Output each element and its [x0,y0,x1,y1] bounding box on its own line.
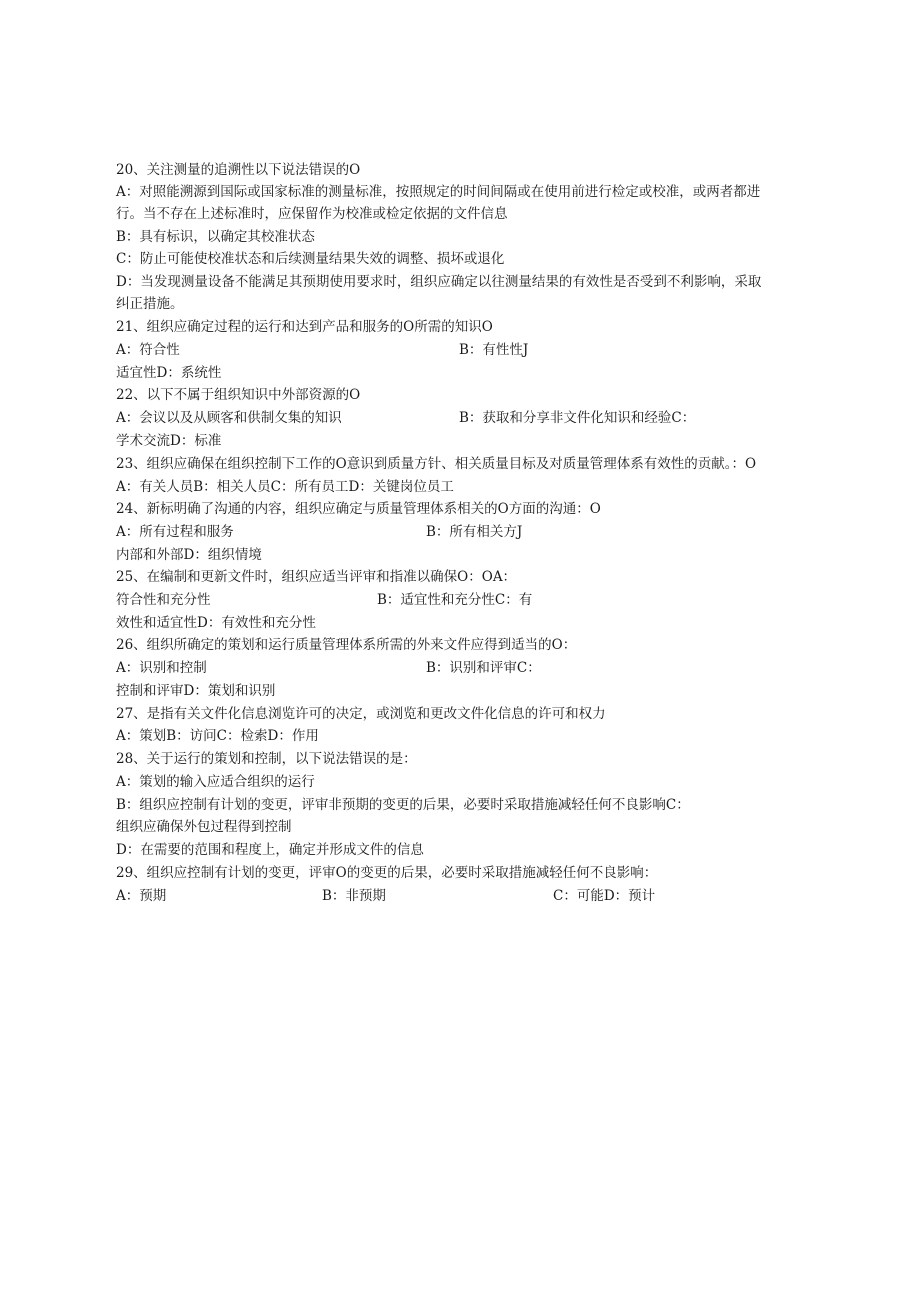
q22-option-bc: B：获取和分享非文件化知识和经验C： [459,410,696,426]
question-24: 24、新标明确了沟通的内容，组织应确定与质量管理体系相关的O方面的沟通：O [116,501,601,517]
question-29: 29、组织应控制有计划的变更，评审O的变更的后果，必要时采取措施减轻任何不良影响： [116,865,658,881]
q20-option-d: D：当发现测量设备不能满足其预期使用要求时，组织应确定以往测量结果的有效性是否受到不利影响，采取 [116,274,762,290]
q20-option-c: C：防止可能使校准状态和后续测量结果失效的调整、损坏或退化 [116,251,505,267]
question-25: 25、在编制和更新文件时，组织应适当评审和指准以确保O：OA： [116,569,517,585]
q21-option-cd: 适宜性D：系统性 [116,365,222,381]
q27-options: A：策划B：访问C：检索D：作用 [116,728,319,744]
q26-option-cd: 控制和评审D：策划和识别 [116,683,276,699]
q29-option-a: A：预期 [116,888,167,904]
q29-options-row [116,885,820,907]
q26-option-a: A：识别和控制 [116,660,207,676]
question-21: 21、组织应确定过程的运行和达到产品和服务的O所需的知识O [116,319,493,335]
q20-option-d-cont: 纠正措施。 [116,296,184,312]
q21-option-a: A：符合性 [116,342,180,358]
q22-option-a: A：会议以及从顾客和供制攵集的知识 [116,410,342,426]
q20-option-a: A：对照能溯源到国际或国家标准的测量标准，按照规定的时间间隔或在使用前进行检定或校准，或两者都进 [116,184,761,200]
question-22: 22、以下不属于组织知识中外部资源的O [116,387,361,403]
question-23: 23、组织应确保在组织控制下工作的O意识到质量方针、相关质量目标及对质量管理体系有效性的贡献。：O [116,456,757,472]
q25-option-bc: B：适宜性和充分性C：有 [377,592,533,608]
q24-options-row [116,521,820,543]
q26-option-bc: B：识别和评审C： [426,660,541,676]
q25-option-a: 符合性和充分性 [116,592,211,608]
q28-option-a: A：策划的输入应适合组织的运行 [116,774,315,790]
question-20: 20、关注测量的追溯性以下说法错误的O [116,162,361,178]
q22-option-cd: 学术交流D：标准 [116,433,222,449]
q20-option-a-cont: 行。当不存在上述标准时，应保留作为校准或检定依据的文件信息 [116,206,508,222]
q21-options-row [116,339,820,361]
q23-options: A：有关人员B：相关人员C：所有员工D：关键岗位员工 [116,479,454,495]
q22-options-row [116,407,820,429]
q20-option-b: B：具有标识，以确定其校准状态 [116,229,315,245]
q21-option-b: B：有性性J [459,342,529,358]
q28-option-bc: B：组织应控制有计划的变更，评审非预期的变更的后果，必要时采取措施减轻任何不良影响C： [116,797,690,813]
q24-option-cd: 内部和外部D：组织情境 [116,547,262,563]
q25-option-cd: 效性和适宜性D：有效性和充分性 [116,615,316,631]
q29-option-b: B：非预期 [322,888,386,904]
q24-option-a: A：所有过程和服务 [116,524,234,540]
q28-option-c-cont: 组织应确保外包过程得到控制 [116,819,292,835]
question-27: 27、是指有关文件化信息浏览许可的决定，或浏览和更改文件化信息的许可和权力 [116,706,606,722]
q25-options-row [116,589,820,611]
q26-options-row [116,657,820,679]
question-28: 28、关于运行的策划和控制，以下说法错误的是： [116,751,417,767]
q29-option-cd: C：可能D：预计 [553,888,656,904]
q28-option-d: D：在需要的范围和程度上，确定并形成文件的信息 [116,842,424,858]
q24-option-b: B：所有相关方J [426,524,523,540]
question-26: 26、组织所确定的策划和运行质量管理体系所需的外来文件应得到适当的O： [116,637,577,653]
